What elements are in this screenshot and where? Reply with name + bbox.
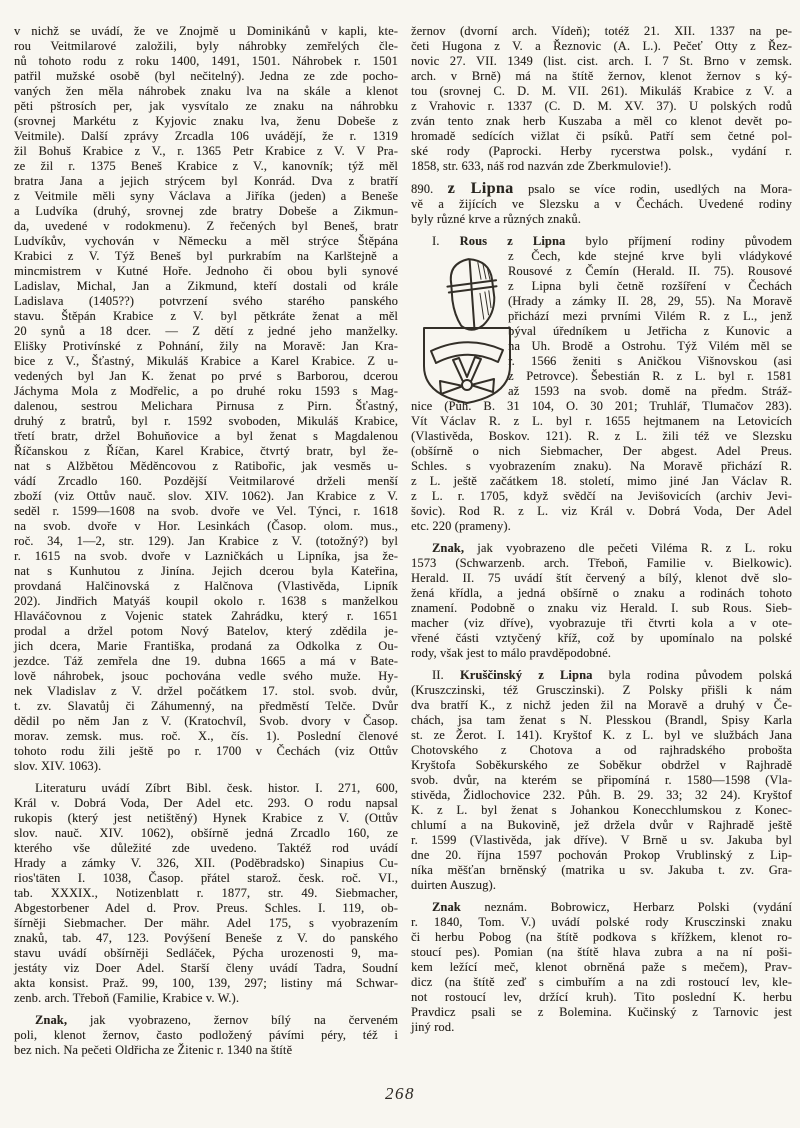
text-line: nů tohoto rodu z roku 1400, 1491, 1501. Náhrobek r. 1501 <box>14 54 398 68</box>
text-line: z L. ještě začátkem 18. století, mimo jiné Jan Václav R. <box>411 474 792 488</box>
text-line: r. 1599 (Vlastivěda, jak dříve). V Brně u sv. Jakuba byl <box>411 833 792 847</box>
great-helm-icon <box>446 257 500 331</box>
text-line: macher (viz dříve), vyobrazuje tři čtvrti kola a v ote- <box>411 616 792 630</box>
paragraph <box>14 781 398 1006</box>
text-line: Krabici z V. Týž Beneš byl purkrabím na Karlštejně a <box>14 249 398 263</box>
text-line: lově náhrobek, jsouc pochována vedle svého muže. Hy- <box>14 669 398 683</box>
text-line: hromadě sedících vižlat či psíků. Patří sem četné pol- <box>411 129 792 143</box>
text-line: četi Hugona z V. a Řeznovic (A. L.). Pečeť Otty z Řez- <box>411 39 792 53</box>
paragraph <box>411 668 792 893</box>
text-line: pěti pštrosích per, jak vysvítalo ze znaku na náhrobku <box>14 99 398 113</box>
shield-icon <box>424 328 510 403</box>
text-line: z Vrahovic r. 1337 (C. D. M. XV. 37). U polských rodů <box>411 99 792 113</box>
text-line: slov. XIV. 1063). <box>14 759 102 773</box>
paragraph <box>411 24 792 174</box>
text-line: šírněji Siebmacher. Der mähr. Adel 175, s vyobrazením <box>14 916 398 930</box>
text-line: roč. 34, 1—2, str. 129). Jan Krabice z V. (totožný?) byl <box>14 534 398 548</box>
text-line: bratra Jana a jejich strýcem byl Konrád. Dva z bratří <box>14 174 398 188</box>
text-line: novic 27. VII. 1349 (list. cist. arch. I. 7 St. Brno v zemsk. <box>411 54 792 68</box>
text-line: vádí Zrcadlo 160. Pozdější Veitmilarové drželi menší <box>14 474 398 488</box>
text-line: byly různé krve a různých znaků. <box>411 212 581 226</box>
text-line: r. 1615 na svob. dvoře v Lazničkách u Lipníka, jsa že- <box>14 549 398 563</box>
text-line: jich dcera, Marie Františka, prodaná za Odkolka z Ou- <box>14 639 398 653</box>
text-line: vě a žijících ve Slezsku a v Čechách. Uvedené rodiny <box>411 197 792 211</box>
text-line: nek Vladislav z V. držel počátkem 17. stol. svob. dvůr, <box>14 684 398 698</box>
text-line: Chotovského z Chotova a od rajhradského probošta <box>411 743 792 757</box>
text-line: bez nich. Na pečeti Oldřicha ze Žitenic r. 1340 na štítě <box>14 1043 293 1057</box>
text-line: etc. 220 (prameny). <box>411 519 511 533</box>
text-line: ské rody (Paprocki. Herby rycerstwa polsk., vydání r. <box>411 144 792 158</box>
text-line: na svob. dvoře v Hor. Lesinkách (Časop. olom. mus., <box>14 519 398 533</box>
text-line: t. zv. Slavatůj či Záhumenný, na předměstí Telče. Dvůr <box>14 699 398 713</box>
text-line: Elišky Protivínské z Pohnání, žily na Moravě: Jan Kra- <box>14 339 398 353</box>
text-line: Veitmile). Další zprávy Zrcadla 106 uvádějí, že r. 1319 <box>14 129 398 143</box>
text-line: žernov (dvorní arch. Vídeň); totéž 21. XII. 1337 na pe- <box>411 24 792 38</box>
text-line: K. z L. byl ženat s Johankou Konecchlumskou z Konec- <box>411 803 792 817</box>
text-line: v nichž se uvádí, že ve Znojmě u Dominikánů v kapli, kte- <box>14 24 398 38</box>
text-line: st. ze Žerot. I. 141). Kryštof K. z L. byl ve službách Jana <box>411 728 792 742</box>
text-line: Ludvíkův, vychován v Německu a měl strýce Štěpána <box>14 234 398 248</box>
text-line: přichází mezi prvními Vilém R. z L., jenž <box>508 309 792 323</box>
text-line: z Petrovce). Šebestián R. z L. byl r. 1581 <box>508 369 792 383</box>
text-line: jestáty viz Doer Adel. Starší členy uvádí Tadra, Soudní <box>14 961 398 975</box>
text-line: 202). Jindřich Matyáš koupil okolo r. 1638 s manželkou <box>14 594 398 608</box>
text-line: kterého vše důležité zde uvedeno. Taktéž rod uvádí <box>14 841 398 855</box>
text-line: Pravdicz psali se z Bolemina. Kučinský z Tarnovic jest <box>411 1005 792 1019</box>
text-line: Rousové z Čemín (Herald. II. 75). Rousové <box>508 264 792 278</box>
text-line: a Ludvíka (druhý, srovnej zde bratry Dobeše a Zikmun- <box>14 204 398 218</box>
text-line: 20 synů a 18 dcer. — Z dětí z jedné jeho manželky. <box>14 324 398 338</box>
text-line: II. Kruščinský z Lipna byla rodina původem polská <box>432 668 792 682</box>
text-line: znaků, tab. 47, 123. Povýšení Beneše z V. do panského <box>14 931 398 945</box>
text-line: (Hrady a zámky II. 28, 29, 55). Na Moravě <box>508 294 792 308</box>
text-line: býval úředníkem u Jetřicha z Kunovic a <box>508 324 792 338</box>
text-line: rou Veitmilarové založili, byly náhrobky zemřelých čle- <box>14 39 398 53</box>
text-line: chách, jsa tam ženat s N. Plesskou (Brandl, Spisy Karla <box>411 713 792 727</box>
right-column <box>411 24 792 1035</box>
text-line: Ladislav, Michal, Jan a Zikmund, kteří dostali od krále <box>14 279 398 293</box>
text-line: rukopis (který jest netištěný) Hynek Krabice z V. (Ottův <box>14 811 398 825</box>
text-line: arch. v Brně) má na štítě žernov, klenot žernov s ký- <box>411 69 792 83</box>
text-line: stoucí pes). Pomian (na štítě hlava zubra a na ní poši- <box>411 945 792 959</box>
text-line: r. 1840, Tom. V.) uvádí polské rody Krusczinski znaku <box>411 915 792 929</box>
text-line: akta konsist. Praž. 99, 100, 139, 297; listiny má Schwar- <box>14 976 398 990</box>
text-line: jezdce. Táž zemřela dne 19. dubna 1665 a má v Bate- <box>14 654 398 668</box>
text-line: tou (srovnej C. D. M. VII. 261). Mikuláš Krabice z V. a <box>411 84 792 98</box>
text-line: duirten Auszug). <box>411 878 496 892</box>
text-line: Znak, jak vyobrazeno dle pečeti Viléma R. z L. roku <box>432 541 792 555</box>
text-line: da, uvedené v rodokmenu). Z řečených byl Beneš, bratr <box>14 219 398 233</box>
text-line: stavu. Štěpán Krabice z V. byl pětkráte ženat a měl <box>14 309 398 323</box>
text-line: žil Bohuš Krabice z V., r. 1365 Petr Krabice z V. V Pra- <box>14 144 398 158</box>
text-line: stavu uvádí obšírněji Sedláček, Pýcha urozenosti 9, ma- <box>14 946 398 960</box>
text-line: stivěda, Židlochovice 232. Půh. B. 29. 33; 32 24). Kryštof <box>411 788 792 802</box>
text-line: seděl r. 1599—1608 na svob. dvoře ve Vel. Týnci, r. 1618 <box>14 504 398 518</box>
text-line: patřil mužské osobě (byl nečitelný). Jedna ze zde pocho- <box>14 69 398 83</box>
text-line: (Kruszczinski, též Grusczinski). Z Polsky přišli k nám <box>411 683 792 697</box>
text-line: Znak neznám. Bobrowicz, Herbarz Polski (vydání <box>432 900 792 914</box>
text-line: svob. dvůr, na kterém se připomíná r. 1580—1598 (Vla- <box>411 773 792 787</box>
paragraph <box>411 541 792 661</box>
text-line: třetí bratr, držel Bohuňovice a byl ženat s Magdalenou <box>14 429 398 443</box>
text-line: rody, však jest to málo pravděpodobné. <box>411 646 612 660</box>
text-line: 1573 (Schwarzenb. arch. Třeboň, Familie v. Bielkowic). <box>411 556 792 570</box>
text-line: bice z V., Šťastný, Mikuláš Krabice a Karel Krabice. Z u- <box>14 354 398 368</box>
text-line: 890. z Lipna psalo se více rodin, usedlých na Mora- <box>411 180 792 197</box>
text-line: (Vlastivěda, Boskov. 121). R. z L. žili též ve Slezsku <box>411 429 792 443</box>
text-line: vaných žen měla náhrobek znaku lva na skále a klenot <box>14 84 398 98</box>
text-line: zenb. arch. Třeboň (Familie, Krabice v. W.). <box>14 991 240 1005</box>
text-line: na Uh. Brodě a Ostrohu. Týž Vilém měl se <box>508 339 792 353</box>
text-line: slov. nauč. XIV. 1062), obšírně jedná Zrcadlo 160, ze <box>14 826 398 840</box>
text-line: morav. zemsk. mus. roč. X., čís. 1). Poslední členové <box>14 729 398 743</box>
paragraph <box>14 24 398 774</box>
text-line: Znak, jak vyobrazeno, žernov bílý na červeném <box>35 1013 398 1027</box>
text-line: nice (Půh. B. 31 104, O. 30 201; Truhlář, Tlumačov 283). <box>411 399 792 413</box>
text-line: Vít Václav R. z L. byl r. 1655 hejtmanem na Letovicích <box>411 414 792 428</box>
text-line: not rostoucí lev, držící kruh). Tito poslední K. herbu <box>411 990 792 1004</box>
text-line: vřené části vztyčený kříž, což by upomínalo na polské <box>411 631 792 645</box>
text-line: z Lipna byli četně rozšíření v Čechách <box>508 279 792 293</box>
text-line: ze žil r. 1375 Beneš Krabice z V., kanovník; týž měl <box>14 159 398 173</box>
text-line: rios'täten I. 1038, Časop. přátel starož. česk. roč. VI., <box>14 871 398 885</box>
text-line: z Čech, kde stejné krve byli vládykové <box>508 249 792 263</box>
text-line: Hlaváčovnou z Vojenic statek Zahrádku, který r. 1651 <box>14 609 398 623</box>
text-line: chlumí a na Bukovině, jež držela dvůr v Rajhradě ještě <box>411 818 792 832</box>
text-line: mincmistrem v Kutné Hoře. Jednoho či obou byli synové <box>14 264 398 278</box>
text-line: znamení. Podobně o znaku viz Herald. I. sub Rous. Sieb- <box>411 601 792 615</box>
text-line: tab. XXXIX., Notizenblatt r. 1877, str. 49. Siebmacher, <box>14 886 398 900</box>
paragraph <box>411 181 792 227</box>
paragraph <box>411 900 792 1035</box>
text-line: dalenou, sestrou Melichara Pirnusa z Pirn. Šťastný, <box>14 399 398 413</box>
text-line: žená křídla, a jedná obšírně o znaku a rodinách tohoto <box>411 586 792 600</box>
text-line: vedených byl Jan K. ženat po prvé s Barborou, dcerou <box>14 369 398 383</box>
text-line: zboží (viz Ottův nauč. slov. XIV. 1062). Jan Krabice z V. <box>14 489 398 503</box>
text-line: (obšírně o nich Siebmacher, Der abgest. Adel Preus. <box>411 444 792 458</box>
text-line: nat s Kunhutou z Jinína. Jejich dcerou byla Kateřina, <box>14 564 398 578</box>
text-line: tohoto rodu žili ještě po r. 1700 v Čechách (viz Ottův <box>14 744 398 758</box>
page-number: 268 <box>385 1084 415 1103</box>
text-line: Ladislava (1405??) potvrzení svého starého panského <box>14 294 398 308</box>
text-line: Herald. II. 75 uvádí štít červený a bílý, klenot dvě slo- <box>411 571 792 585</box>
text-line: z Veitmile měli syny Václava a Jiříka (jeden) a Beneše <box>14 189 398 203</box>
text-line: druhý z bratrů, byl r. 1592 svoboden, Mikuláš Krabice, <box>14 414 398 428</box>
text-line: z L. r. 1705, když svědčí na Jevišovicích (archiv Jevi- <box>411 489 792 503</box>
text-line: Král v. Dobrá Voda, Der Adel etc. 293. O rodu napsal <box>14 796 398 810</box>
text-line: dicz (na štítě zeď s cimbuřím a na zdi rostoucí lev, kle- <box>411 975 792 989</box>
text-line: až 1593 na svob. domě na předm. Stráž- <box>508 384 792 398</box>
text-line: nat s Alžbětou Měděncovou z Ratibořic, jak vesměs u- <box>14 459 398 473</box>
text-line: 1858, str. 633, náš rod nazván zde Zberkmulovie!). <box>411 159 672 173</box>
text-line: Abgestorbener Adel d. Prov. Preus. Schles. I. 119, ob- <box>14 901 398 915</box>
text-line: I. Rous z Lipna bylo příjmení rodiny původem <box>432 234 792 248</box>
text-line: Literaturu uvádí Zíbrt Bibl. česk. histor. I. 271, 600, <box>35 781 398 795</box>
text-line: provdaná Halčinovská z Halčnova (Vlastivěda, Lipník <box>14 579 398 593</box>
text-line: dva bratří K., z nichž jeden žil na Moravě a druhý v Če- <box>411 698 792 712</box>
text-line: zván tento znak herb Kuszaba a měl co klenot devět po- <box>411 114 792 128</box>
text-line: Jáchyma Mola z Modřelic, a po druhé roku 1593 s Mag- <box>14 384 398 398</box>
text-line: Hrady a zámky V. 326, XII. (Poděbradsko) Sinapius Cu- <box>14 856 398 870</box>
paragraph <box>14 1013 398 1058</box>
text-line: šovic). Rod R. z L. viz Král v. Dobrá Voda, Der Adel <box>411 504 792 518</box>
text-line: poli, klenot žernov, často podložený pávími péry, též i <box>14 1028 398 1042</box>
text-line: dědil po něm Jan z V. (Kratochvíl, Svob. dvory v Časop. <box>14 714 398 728</box>
left-column <box>14 24 398 1058</box>
text-line: níka měšťan brněnský (matrika u sv. Jakuba t. zv. Gra- <box>411 863 792 877</box>
text-line: (srovnej Markétu z Kyjovic znaku lva, ženu Dobeše z <box>14 114 398 128</box>
text-line: dne 20. října 1597 pochován Prokop Vrublinský z Lip- <box>411 848 792 862</box>
text-line: Kryštofa Soběkurského ze Soběkur obdržel v Rajhradě <box>411 758 792 772</box>
text-line: r. 1566 ženiti s Aničkou Višnovskou (asi <box>508 354 792 368</box>
coat-of-arms-figure <box>422 254 512 406</box>
text-line: kem ležící meč, klenot obrněná paže s mečem), Prav- <box>411 960 792 974</box>
text-line: jiný rod. <box>411 1020 455 1034</box>
text-line: Schles. s vyobrazením znaku). Na Moravě přichází R. <box>411 459 792 473</box>
text-line: Říčanskou z Říčan, Karel Krabice, čtvrtý bratr, byl že- <box>14 444 398 458</box>
text-line: prodal a držel potom Nový Batelov, který zdědila je- <box>14 624 398 638</box>
text-line: či herbu Pobog (na štítě podkova s křížkem, klenot ro- <box>411 930 792 944</box>
